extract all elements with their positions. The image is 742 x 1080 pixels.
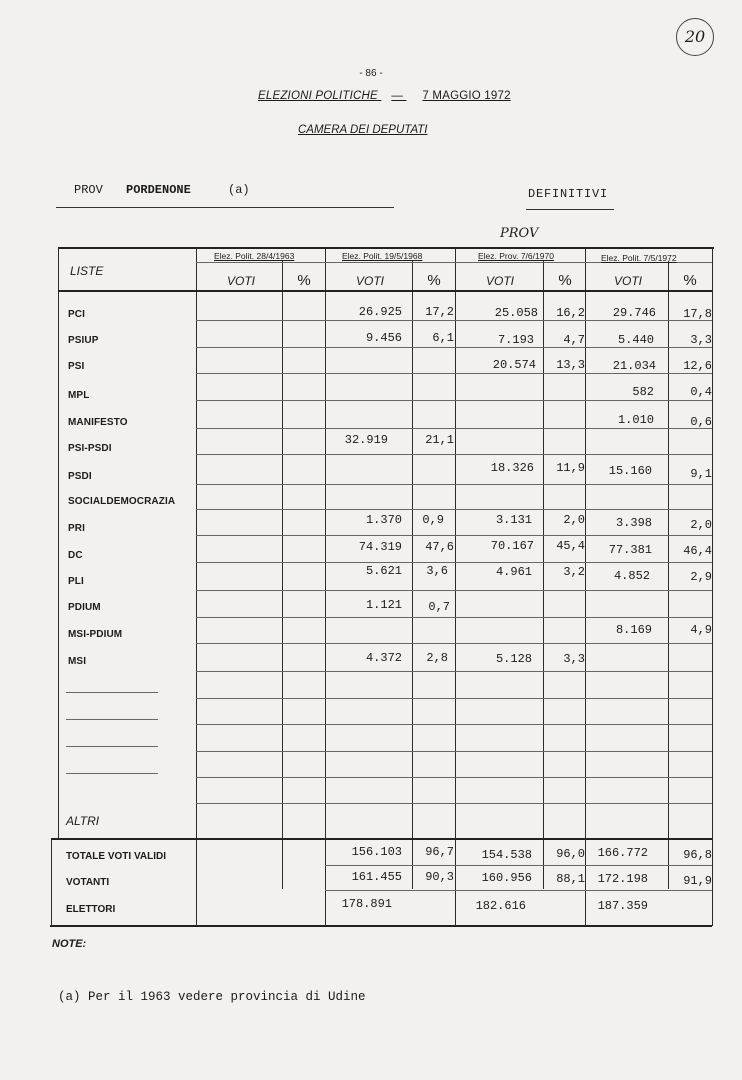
party-name: PLI bbox=[68, 576, 84, 587]
party-name: PSIUP bbox=[68, 335, 99, 346]
table-bottom-border bbox=[50, 925, 712, 927]
pct-1970: 4,7 bbox=[563, 333, 585, 347]
voters-1972: 172.198 bbox=[597, 872, 648, 886]
pct-header-1970: % bbox=[558, 272, 572, 289]
voti-header-1970: VOTI bbox=[485, 274, 514, 288]
pct-1970: 16,2 bbox=[556, 306, 585, 320]
party-name: PSDI bbox=[68, 471, 92, 482]
votes-1968: 32.919 bbox=[344, 433, 388, 447]
pct-header-1968: % bbox=[427, 272, 441, 289]
votes-1972: 8.169 bbox=[615, 623, 652, 637]
party-name: PSI-PSDI bbox=[68, 443, 112, 454]
pct-1972: 3,3 bbox=[690, 333, 712, 347]
votes-1972: 582 bbox=[632, 385, 654, 399]
province-label: PROV bbox=[74, 183, 103, 197]
title-text: ELEZIONI POLITICHE bbox=[258, 90, 378, 102]
pct-1970: 2,0 bbox=[563, 513, 585, 527]
total-valid-votes-label: TOTALE VOTI VALIDI bbox=[66, 851, 166, 862]
votes-1968: 26.925 bbox=[358, 305, 402, 319]
pct-1968: 47,6 bbox=[425, 540, 454, 554]
pct-1968: 6,1 bbox=[432, 331, 454, 345]
pct-1972: 17,8 bbox=[683, 307, 712, 321]
voters-pct-1970: 88,1 bbox=[556, 872, 585, 886]
table-left-border-lower bbox=[51, 838, 52, 926]
pct-1972: 2,9 bbox=[690, 570, 712, 584]
document-title bbox=[258, 90, 511, 102]
votes-1972: 5.440 bbox=[617, 333, 654, 347]
pct-1968: 0,7 bbox=[428, 600, 450, 614]
notes-label: NOTE: bbox=[52, 938, 87, 950]
pct-1972: 46,4 bbox=[683, 544, 712, 558]
pct-1968: 21,1 bbox=[425, 433, 454, 447]
party-name: SOCIALDEMOCRAZIA bbox=[68, 496, 176, 507]
votes-1968: 5.621 bbox=[365, 564, 402, 578]
voti-header-1968: VOTI bbox=[355, 274, 384, 288]
voters-label: VOTANTI bbox=[66, 877, 110, 888]
voters-1970: 160.956 bbox=[481, 871, 532, 885]
altri-label: ALTRI bbox=[66, 814, 100, 828]
votes-1968: 4.372 bbox=[365, 651, 402, 665]
votes-1972: 15.160 bbox=[608, 464, 652, 478]
handwritten-note: PROV bbox=[500, 226, 539, 241]
party-name: PSI bbox=[68, 361, 85, 372]
votes-1970: 18.326 bbox=[490, 461, 534, 475]
party-name: PRI bbox=[68, 523, 85, 534]
votes-1970: 7.193 bbox=[497, 333, 534, 347]
votes-1968: 1.121 bbox=[365, 598, 402, 612]
votes-1970: 20.574 bbox=[492, 358, 536, 372]
votes-1972: 77.381 bbox=[608, 543, 652, 557]
electors-1972: 187.359 bbox=[597, 899, 648, 913]
pct-header-1972: % bbox=[683, 272, 697, 289]
col-sep-1970 bbox=[543, 261, 544, 889]
votes-1970: 4.961 bbox=[495, 565, 532, 579]
election-1972-header: Elez. Polit. 7/5/1972 bbox=[601, 253, 677, 263]
table-left-border bbox=[58, 247, 59, 839]
pct-1970: 13,3 bbox=[556, 358, 585, 372]
col-sep-1968 bbox=[412, 261, 413, 889]
voters-pct-1972: 91,9 bbox=[683, 874, 712, 888]
votes-1972: 4.852 bbox=[613, 569, 650, 583]
votes-1970: 3.131 bbox=[495, 513, 532, 527]
electors-1968: 178.891 bbox=[341, 897, 392, 911]
pct-1968: 0,9 bbox=[422, 513, 444, 527]
pct-1970: 3,2 bbox=[563, 565, 585, 579]
page-number: - 86 - bbox=[359, 68, 383, 79]
pct-1972: 2,0 bbox=[690, 518, 712, 532]
liste-header: LISTE bbox=[70, 264, 104, 278]
pct-1972: 0,4 bbox=[690, 385, 712, 399]
col-sep-1963-end bbox=[325, 247, 326, 926]
footnote-text: (a) Per il 1963 vedere provincia di Udine bbox=[58, 990, 366, 1004]
voti-header-1972: VOTI bbox=[613, 274, 642, 288]
party-name: MPL bbox=[68, 390, 90, 401]
votes-1972: 1.010 bbox=[617, 413, 654, 427]
voters-pct-1968: 90,3 bbox=[425, 870, 454, 884]
col-sep-1963 bbox=[282, 261, 283, 889]
votes-1972: 3.398 bbox=[615, 516, 652, 530]
pct-1972: 12,6 bbox=[683, 359, 712, 373]
election-1968-header: Elez. Polit. 19/5/1968 bbox=[342, 251, 423, 261]
pct-1970: 45,4 bbox=[556, 539, 585, 553]
votes-1972: 21.034 bbox=[612, 359, 656, 373]
party-name: DC bbox=[68, 550, 83, 561]
votes-1968: 9.456 bbox=[365, 331, 402, 345]
pct-1972: 9,1 bbox=[690, 467, 712, 481]
status-label: DEFINITIVI bbox=[528, 187, 609, 201]
province-name: PORDENONE bbox=[126, 183, 191, 197]
pct-header-1963: % bbox=[297, 272, 311, 289]
votes-1968: 74.319 bbox=[358, 540, 402, 554]
col-sep-1972 bbox=[668, 261, 669, 889]
voters-1968: 161.455 bbox=[351, 870, 402, 884]
total-valid-1972: 166.772 bbox=[597, 846, 648, 860]
pct-1970: 11,9 bbox=[556, 461, 585, 475]
total-valid-pct-1970: 96,0 bbox=[556, 847, 585, 861]
total-valid-1970: 154.538 bbox=[481, 848, 532, 862]
document-subtitle: CAMERA DEI DEPUTATI bbox=[298, 124, 428, 136]
pct-1972: 4,9 bbox=[690, 623, 712, 637]
total-valid-pct-1972: 96,8 bbox=[683, 848, 712, 862]
total-valid-pct-1968: 96,7 bbox=[425, 845, 454, 859]
status-underline bbox=[526, 209, 614, 210]
col-sep-1970-end bbox=[585, 247, 586, 926]
col-sep-liste bbox=[196, 247, 197, 926]
votes-1970: 25.058 bbox=[494, 306, 538, 320]
electors-label: ELETTORI bbox=[66, 904, 116, 915]
province-underline bbox=[56, 207, 394, 208]
title-separator: — bbox=[391, 90, 404, 102]
totals-top-line bbox=[51, 838, 712, 840]
party-name: MSI bbox=[68, 656, 87, 667]
party-name: MANIFESTO bbox=[68, 417, 128, 428]
party-name: PCI bbox=[68, 309, 85, 320]
page-stamp: 20 bbox=[676, 18, 714, 56]
votes-1970: 5.128 bbox=[495, 652, 532, 666]
pct-1970: 3,3 bbox=[563, 652, 585, 666]
election-1963-header: Elez. Polit. 28/4/1963 bbox=[214, 251, 295, 261]
table-right-border bbox=[712, 247, 713, 926]
pct-1968: 17,2 bbox=[425, 305, 454, 319]
table-top-border bbox=[58, 247, 714, 249]
voti-header-1963: VOTI bbox=[226, 274, 255, 288]
pct-1968: 2,8 bbox=[426, 651, 448, 665]
votes-1972: 29.746 bbox=[612, 306, 656, 320]
electors-1970: 182.616 bbox=[475, 899, 526, 913]
party-name: MSI-PDIUM bbox=[68, 629, 123, 640]
election-1970-header: Elez. Prov. 7/6/1970 bbox=[478, 251, 554, 261]
pct-1968: 3,6 bbox=[426, 564, 448, 578]
col-sep-1968-end bbox=[455, 247, 456, 926]
votes-1968: 1.370 bbox=[365, 513, 402, 527]
party-name: PDIUM bbox=[68, 602, 101, 613]
title-date: 7 MAGGIO 1972 bbox=[422, 90, 511, 102]
header-bottom-line bbox=[58, 290, 712, 292]
pct-1972: 0,6 bbox=[690, 415, 712, 429]
province-note: (a) bbox=[228, 183, 250, 197]
votes-1970: 70.167 bbox=[490, 539, 534, 553]
total-valid-1968: 156.103 bbox=[351, 845, 402, 859]
